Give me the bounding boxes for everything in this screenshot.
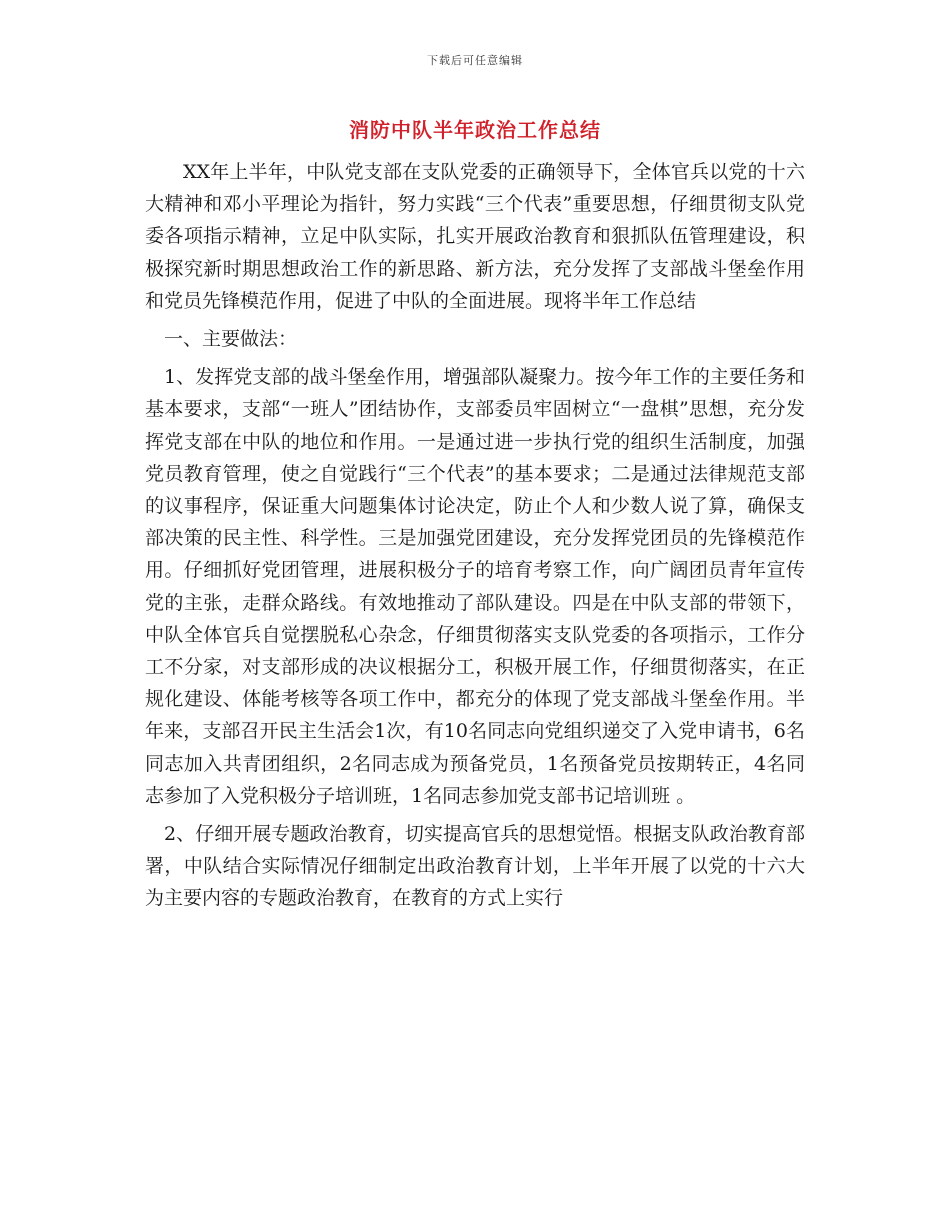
document-body (145, 156, 805, 921)
header-note: 下载后可任意编辑 (427, 54, 523, 67)
document-title: 消防中队半年政治工作总结 (349, 118, 601, 142)
intro-paragraph: XX年上半年，中队党支部在支队党委的正确领导下，全体官兵以党的十六大精神和邓小平理论为指针，努力实践“三个代表”重要思想，仔细贯彻支队党委各项指示精神，立足中队实际，扎实开展政治教育和狠抓队伍管理建设，积极探究新时期思想政治工作的新思路、新方法，充分发挥了支部战斗堡垒作用和党员先锋模范作用，促进了中队的全面进展。现将半年工作总结 (145, 161, 805, 312)
item-paragraph-1: 1、发挥党支部的战斗堡垒作用，增强部队凝聚力。按今年工作的主要任务和基本要求，支部“一班人”团结协作，支部委员牢固树立“一盘棋”思想，充分发挥党支部在中队的地位和作用。一是通过进一步执行党的组织生活制度，加强党员教育管理，使之自觉践行“三个代表”的基本要求；二是通过法律规范支部的议事程序，保证重大问题集体讨论决定，防止个人和少数人说了算，确保支部决策的民主性、科学性。三是加强党团建设，充分发挥党团员的先锋模范作用。仔细抓好党团管理，进展积极分子的培育考察工作，向广阔团员青年宣传党的主张，走群众路线。有效地推动了部队建设。四是在中队支部的带领下，中队全体官兵自觉摆脱私心杂念，仔细贯彻落实支队党委的各项指示，工作分工不分家，对支部形成的决议根据分工，积极开展工作，仔细贯彻落实，在正规化建设、体能考核等各项工作中，都充分的体现了党支部战斗堡垒作用。半年来，支部召开民主生活会1次，有10名同志向党组织递交了入党申请书，6名同志加入共青团组织，2名同志成为预备党员，1名预备党员按期转正，4名同志参加了入党积极分子培训班，1名同志参加党支部书记培训班 。 (145, 366, 805, 807)
item-paragraph-2: 2、仔细开展专题政治教育，切实提高官兵的思想觉悟。根据支队政治教育部署，中队结合实际情况仔细制定出政治教育计划，上半年开展了以党的十六大为主要内容的专题政治教育，在教育的方式上实行 (145, 823, 805, 910)
section-heading-main-practices: 一、主要做法： (164, 328, 298, 351)
